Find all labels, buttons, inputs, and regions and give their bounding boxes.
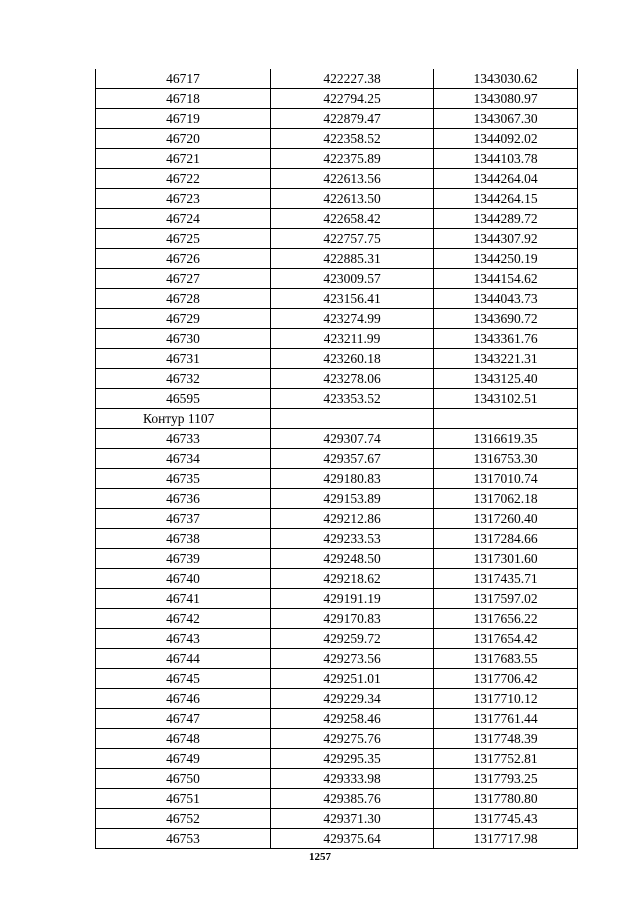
- point-number-cell: 46732: [96, 369, 271, 389]
- point-number-cell: 46726: [96, 249, 271, 269]
- point-number-cell: 46753: [96, 829, 271, 849]
- x-coordinate-cell: 429229.34: [271, 689, 434, 709]
- y-coordinate-cell: 1317062.18: [434, 489, 578, 509]
- x-coordinate-cell: 429357.67: [271, 449, 434, 469]
- x-coordinate-cell: 422613.50: [271, 189, 434, 209]
- table-row: [96, 109, 578, 129]
- x-coordinate-cell: 423156.41: [271, 289, 434, 309]
- x-coordinate-cell: 422757.75: [271, 229, 434, 249]
- y-coordinate-cell: 1344043.73: [434, 289, 578, 309]
- table-row: [96, 69, 578, 89]
- y-coordinate-cell: 1317597.02: [434, 589, 578, 609]
- y-coordinate-cell: 1317717.98: [434, 829, 578, 849]
- x-coordinate-cell: 423274.99: [271, 309, 434, 329]
- y-coordinate-cell: 1317435.71: [434, 569, 578, 589]
- point-number-cell: 46737: [96, 509, 271, 529]
- y-coordinate-cell: 1317752.81: [434, 749, 578, 769]
- point-number-cell: 46718: [96, 89, 271, 109]
- x-coordinate-cell: 423353.52: [271, 389, 434, 409]
- y-coordinate-cell: 1344250.19: [434, 249, 578, 269]
- table-row: [96, 209, 578, 229]
- y-coordinate-cell: 1344103.78: [434, 149, 578, 169]
- x-coordinate-cell: 429258.46: [271, 709, 434, 729]
- table-row: [96, 509, 578, 529]
- y-coordinate-cell: [434, 409, 578, 429]
- y-coordinate-cell: 1317683.55: [434, 649, 578, 669]
- y-coordinate-cell: 1317656.22: [434, 609, 578, 629]
- x-coordinate-cell: 429212.86: [271, 509, 434, 529]
- point-number-cell: 46717: [96, 69, 271, 89]
- table-row: [96, 489, 578, 509]
- point-number-cell: 46751: [96, 789, 271, 809]
- table-row: [96, 149, 578, 169]
- point-number-cell: 46741: [96, 589, 271, 609]
- point-number-cell: 46749: [96, 749, 271, 769]
- point-number-cell: 46728: [96, 289, 271, 309]
- table-row: [96, 669, 578, 689]
- x-coordinate-cell: 429248.50: [271, 549, 434, 569]
- table-row: [96, 349, 578, 369]
- x-coordinate-cell: 429307.74: [271, 429, 434, 449]
- x-coordinate-cell: 422885.31: [271, 249, 434, 269]
- x-coordinate-cell: 429275.76: [271, 729, 434, 749]
- x-coordinate-cell: 422375.89: [271, 149, 434, 169]
- y-coordinate-cell: 1344264.15: [434, 189, 578, 209]
- x-coordinate-cell: 429295.35: [271, 749, 434, 769]
- y-coordinate-cell: 1317793.25: [434, 769, 578, 789]
- y-coordinate-cell: 1316619.35: [434, 429, 578, 449]
- point-number-cell: 46722: [96, 169, 271, 189]
- y-coordinate-cell: 1317260.40: [434, 509, 578, 529]
- x-coordinate-cell: 429273.56: [271, 649, 434, 669]
- y-coordinate-cell: 1343080.97: [434, 89, 578, 109]
- table-row: [96, 89, 578, 109]
- y-coordinate-cell: 1317301.60: [434, 549, 578, 569]
- point-number-cell: 46748: [96, 729, 271, 749]
- x-coordinate-cell: 422613.56: [271, 169, 434, 189]
- x-coordinate-cell: 423009.57: [271, 269, 434, 289]
- x-coordinate-cell: 422879.47: [271, 109, 434, 129]
- table-row: [96, 549, 578, 569]
- point-number-cell: 46735: [96, 469, 271, 489]
- y-coordinate-cell: 1344154.62: [434, 269, 578, 289]
- x-coordinate-cell: 429218.62: [271, 569, 434, 589]
- x-coordinate-cell: 422227.38: [271, 69, 434, 89]
- point-number-cell: 46723: [96, 189, 271, 209]
- point-number-cell: 46750: [96, 769, 271, 789]
- x-coordinate-cell: 429371.30: [271, 809, 434, 829]
- point-number-cell: 46744: [96, 649, 271, 669]
- y-coordinate-cell: 1317761.44: [434, 709, 578, 729]
- table-row: [96, 129, 578, 149]
- x-coordinate-cell: 422658.42: [271, 209, 434, 229]
- y-coordinate-cell: 1317654.42: [434, 629, 578, 649]
- y-coordinate-cell: 1343067.30: [434, 109, 578, 129]
- point-number-cell: 46595: [96, 389, 271, 409]
- x-coordinate-cell: 429233.53: [271, 529, 434, 549]
- point-number-cell: 46747: [96, 709, 271, 729]
- table-row: [96, 369, 578, 389]
- coordinates-table: [95, 69, 578, 849]
- table-row: [96, 309, 578, 329]
- x-coordinate-cell: 429259.72: [271, 629, 434, 649]
- y-coordinate-cell: 1317284.66: [434, 529, 578, 549]
- x-coordinate-cell: 429170.83: [271, 609, 434, 629]
- x-coordinate-cell: 429385.76: [271, 789, 434, 809]
- y-coordinate-cell: 1317010.74: [434, 469, 578, 489]
- x-coordinate-cell: 423278.06: [271, 369, 434, 389]
- point-number-cell: 46720: [96, 129, 271, 149]
- y-coordinate-cell: 1344264.04: [434, 169, 578, 189]
- table-row: [96, 749, 578, 769]
- table-row: [96, 229, 578, 249]
- x-coordinate-cell: 429251.01: [271, 669, 434, 689]
- point-number-cell: 46739: [96, 549, 271, 569]
- x-coordinate-cell: [271, 409, 434, 429]
- table-row: [96, 609, 578, 629]
- y-coordinate-cell: 1317745.43: [434, 809, 578, 829]
- table-row: [96, 389, 578, 409]
- table-row: [96, 409, 578, 429]
- point-number-cell: 46724: [96, 209, 271, 229]
- x-coordinate-cell: 422358.52: [271, 129, 434, 149]
- y-coordinate-cell: 1343030.62: [434, 69, 578, 89]
- table-row: [96, 469, 578, 489]
- point-number-cell: 46729: [96, 309, 271, 329]
- table-row: [96, 529, 578, 549]
- point-number-cell: 46752: [96, 809, 271, 829]
- table-row: [96, 709, 578, 729]
- x-coordinate-cell: 423260.18: [271, 349, 434, 369]
- table-row: [96, 809, 578, 829]
- x-coordinate-cell: 429333.98: [271, 769, 434, 789]
- y-coordinate-cell: 1317706.42: [434, 669, 578, 689]
- table-row: [96, 829, 578, 849]
- point-number-cell: 46740: [96, 569, 271, 589]
- point-number-cell: 46738: [96, 529, 271, 549]
- page-number: 1257: [309, 851, 331, 863]
- table-row: [96, 449, 578, 469]
- point-number-cell: 46745: [96, 669, 271, 689]
- table-row: [96, 289, 578, 309]
- table-row: [96, 789, 578, 809]
- x-coordinate-cell: 429375.64: [271, 829, 434, 849]
- table-row: [96, 689, 578, 709]
- table-row: [96, 429, 578, 449]
- point-number-cell: 46721: [96, 149, 271, 169]
- point-number-cell: 46743: [96, 629, 271, 649]
- point-number-cell: 46731: [96, 349, 271, 369]
- point-number-cell: 46736: [96, 489, 271, 509]
- point-number-cell: 46719: [96, 109, 271, 129]
- y-coordinate-cell: 1343102.51: [434, 389, 578, 409]
- point-number-cell: 46727: [96, 269, 271, 289]
- table-row: [96, 769, 578, 789]
- y-coordinate-cell: 1344092.02: [434, 129, 578, 149]
- table-row: [96, 249, 578, 269]
- table-row: [96, 729, 578, 749]
- x-coordinate-cell: 429153.89: [271, 489, 434, 509]
- table-row: [96, 269, 578, 289]
- table-row: [96, 189, 578, 209]
- x-coordinate-cell: 422794.25: [271, 89, 434, 109]
- x-coordinate-cell: 429180.83: [271, 469, 434, 489]
- table-row: [96, 629, 578, 649]
- section-label: Контур 1107: [96, 409, 271, 429]
- point-number-cell: 46730: [96, 329, 271, 349]
- table-row: [96, 589, 578, 609]
- table-row: [96, 169, 578, 189]
- y-coordinate-cell: 1316753.30: [434, 449, 578, 469]
- point-number-cell: 46734: [96, 449, 271, 469]
- y-coordinate-cell: 1344307.92: [434, 229, 578, 249]
- y-coordinate-cell: 1317748.39: [434, 729, 578, 749]
- table-row: [96, 649, 578, 669]
- y-coordinate-cell: 1344289.72: [434, 209, 578, 229]
- y-coordinate-cell: 1343221.31: [434, 349, 578, 369]
- y-coordinate-cell: 1343361.76: [434, 329, 578, 349]
- y-coordinate-cell: 1317710.12: [434, 689, 578, 709]
- point-number-cell: 46746: [96, 689, 271, 709]
- y-coordinate-cell: 1343125.40: [434, 369, 578, 389]
- x-coordinate-cell: 423211.99: [271, 329, 434, 349]
- point-number-cell: 46725: [96, 229, 271, 249]
- x-coordinate-cell: 429191.19: [271, 589, 434, 609]
- table-row: [96, 329, 578, 349]
- y-coordinate-cell: 1317780.80: [434, 789, 578, 809]
- table-body: [96, 69, 578, 849]
- y-coordinate-cell: 1343690.72: [434, 309, 578, 329]
- point-number-cell: 46733: [96, 429, 271, 449]
- table-row: [96, 569, 578, 589]
- point-number-cell: 46742: [96, 609, 271, 629]
